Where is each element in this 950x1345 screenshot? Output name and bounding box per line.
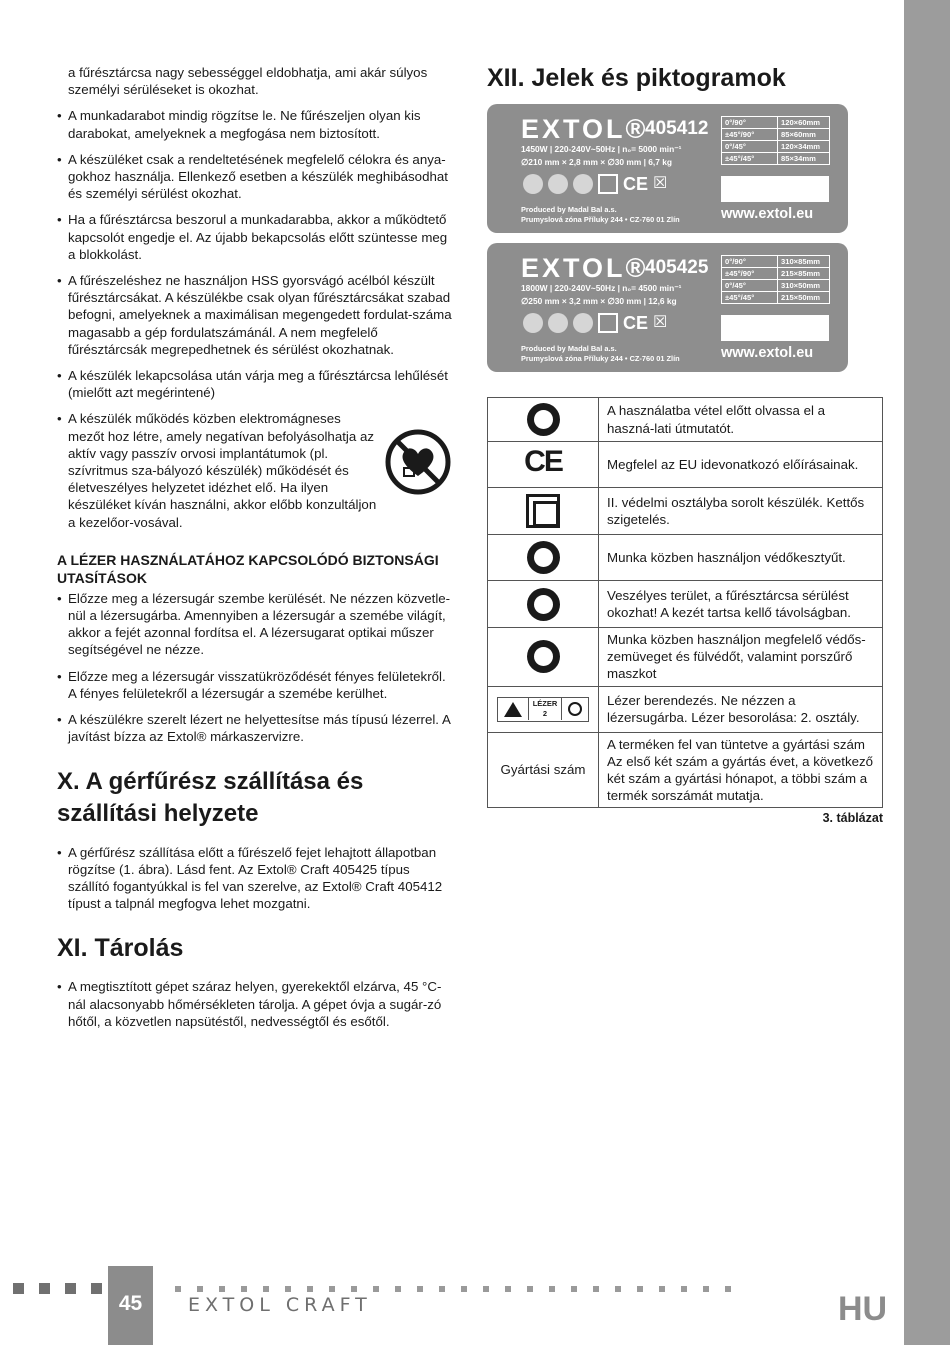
left-column	[57, 64, 452, 1039]
cut-angle: 0°/45°	[722, 141, 778, 153]
double-insulation-icon	[598, 174, 618, 194]
cut-size: 310×85mm	[778, 256, 830, 268]
hand-danger-icon	[527, 588, 560, 621]
cut-size: 85×34mm	[778, 153, 830, 165]
paragraph: a fűrésztárcsa nagy sebességgel eldobhatja, ami akár súlyos személyi sérüléseket is okozhat.	[68, 65, 428, 98]
manufacturer-name: Produced by Madal Bal a.s.	[521, 344, 617, 353]
section-xii-title: XII. Jelek és piktogramok	[487, 64, 786, 92]
laser-icon	[497, 697, 590, 722]
goggles-mask-icon	[527, 640, 560, 673]
weee-bin-icon: ☒	[653, 314, 668, 331]
extol-logo: EXTOL®	[521, 253, 649, 283]
laser-heading: A LÉZER HASZNÁLATÁHOZ KAPCSOLÓDÓ BIZTONSÁGI UTASÍTÁSOK	[57, 551, 439, 586]
bullet-item: • A munkadarabot mindig rögzítse le. Ne fűrészeljen olyan kis darabokat, amelyeknek a megfogása nem biztosított.	[57, 107, 452, 141]
weee-bin-icon: ☒	[653, 175, 668, 192]
cut-angle: ±45°/90°	[722, 129, 778, 141]
bullet-item: • Ha a fűrésztárcsa beszorul a munkadarabba, akkor a működtető kapcsolót engedje el. Az újabb bekapcsolás előtt szüntesse meg a blokkolást.	[57, 211, 452, 263]
page-number: 45	[108, 1266, 153, 1345]
table-row	[488, 686, 883, 732]
spec-line: ∅210 mm × 2,8 mm × ∅30 mm | 6,7 kg	[521, 157, 673, 167]
table-row	[488, 442, 883, 488]
table-cell: II. védelmi osztályba sorolt készülék. Kettős szigetelés.	[599, 488, 883, 535]
ce-mark-icon: CE	[524, 445, 562, 479]
right-column	[487, 62, 883, 104]
pacemaker-text: • A készülék működés közben elektromágneses mezőt hoz létre, amely negatívan befolyásolhatja az aktív vagy passzív orvosi implantátumok (pl. szívritmus sza-bályozó készülék) működését és életveszélyes helyzetet idézhet elő. Ha ilyen készüléket kíván használni, akkor előbb konzultáljon a kezelőor-vosával.	[68, 411, 377, 530]
bullet-item: • A gérfűrész szállítása előtt a fűrészelő fejet lehajtott állapotban rögzítse (1. ábra). Lásd fent. Az Extol® Craft 405425 típus szállító fogantyúkkal is fel van szerelve, az Extol® Craft 405412 típust a talpnál megfogva lehet mozgatni.	[57, 844, 452, 913]
table-row	[488, 488, 883, 535]
table-cell: A használatba vétel előtt olvassa el a haszná-lati útmutatót.	[599, 398, 883, 442]
manufacturer-address: Prumyslová zóna Příluky 244 • CZ-760 01 Zlín	[521, 214, 680, 224]
rating-plate	[487, 104, 848, 233]
pacemaker-warning	[57, 410, 452, 530]
gloves-icon	[527, 541, 560, 574]
laser-label-text: LÉZER	[532, 699, 558, 709]
cut-angle: ±45°/45°	[722, 292, 778, 304]
table-cell: Veszélyes terület, a fűrésztárcsa sérülést okozhat! A kezét tartsa kellő távolságban.	[599, 581, 883, 628]
table-cell: A terméken fel van tüntetve a gyártási szám Az első két szám a gyártás évet, a következő két szám a gyártási hónapot, a többi szám a termék sorszámát mutatja.	[599, 732, 883, 808]
gloves-icon	[573, 174, 593, 194]
cut-capacity-table	[721, 116, 830, 165]
bullet-item: • A készüléket csak a rendeltetésének megfelelő célokra és anya-gokhoz használja. Ellenkező esetben a készülék meghibásodhat és személyi sérülést okozhat.	[57, 151, 452, 203]
cut-size: 310×50mm	[778, 280, 830, 292]
ce-mark-icon: CE	[623, 313, 649, 333]
read-manual-icon	[523, 313, 543, 333]
table-row	[488, 535, 883, 581]
table-row	[488, 628, 883, 687]
extol-logo: EXTOL®	[521, 114, 649, 144]
footer-dots	[175, 1286, 731, 1292]
section-xi-title: XI. Tárolás	[57, 934, 184, 963]
cut-size: 215×50mm	[778, 292, 830, 304]
manufacturer	[521, 205, 680, 224]
laser-class: 2	[542, 709, 548, 719]
section-x-title: X. A gérfűrész szállítása és szállítási helyzete	[57, 767, 364, 827]
model-number: 405425	[645, 257, 709, 278]
table-row	[488, 732, 883, 808]
cut-size: 120×60mm	[778, 117, 830, 129]
manufacturer-name: Produced by Madal Bal a.s.	[521, 205, 617, 214]
double-insulation-icon	[598, 313, 618, 333]
cut-size: 215×85mm	[778, 268, 830, 280]
website: www.extol.eu	[721, 206, 814, 222]
cut-angle: 0°/90°	[722, 117, 778, 129]
table-cell: Megfelel az EU idevonatkozó előírásainak.	[599, 442, 883, 488]
bullet-item: • A megtisztított gépet száraz helyen, gyerekektől elzárva, 45 °C-nál alacsonyabb hőmérsékleten tárolja. A gépet óvja a sugár-zó hőtől, a közvetlen napsütéstől, nedvességtől és esőtől.	[57, 978, 452, 1030]
table-row	[488, 398, 883, 442]
warning-triangle-icon	[504, 702, 522, 717]
laser-label	[528, 698, 563, 720]
cut-angle: ±45°/45°	[722, 153, 778, 165]
bullet-item: • Előzze meg a lézersugár szembe kerülését. Ne nézzen közvetle-nül a lézersugárba. Amennyiben a lézersugár a szemébe világít, akkor a fejét azonnal fordítsa el. A lézersugarat optikai műszer segítségével ne nézze.	[57, 590, 452, 659]
goggles-icon	[548, 174, 568, 194]
cut-capacity-table	[721, 255, 830, 304]
plate-icons	[523, 174, 667, 194]
cut-angle: 0°/45°	[722, 280, 778, 292]
cut-size: 120×34mm	[778, 141, 830, 153]
table-cell: Munka közben használjon megfelelő védős-zemüveget és fülvédőt, valamint porszűrő maszkot	[599, 628, 883, 687]
goggles-icon	[548, 313, 568, 333]
cut-angle: ±45°/90°	[722, 268, 778, 280]
language-code: HU	[838, 1290, 888, 1328]
bullet-item: • A fűrészeléshez ne használjon HSS gyorsvágó acélból készült fűrésztárcsákat. A készülékbe csak olyan fűrésztárcsákat szabad befogni, amelyeknek a maximálisan megengedett fordulat-száma magasabb a gép fordulatszámánál. A nem megfelelő fűrésztárcsák megrepedhetnek és sérülést okozhatnak.	[57, 272, 452, 358]
manufacturer	[521, 344, 680, 363]
gloves-icon	[573, 313, 593, 333]
no-look-icon	[568, 702, 582, 716]
pictogram-table	[487, 397, 883, 808]
bullet-item: • Előzze meg a lézersugár visszatükröződését fényes felületekről. A fényes felületekről a lézersugár a szemébe kerülhet.	[57, 668, 452, 702]
read-manual-icon	[523, 174, 543, 194]
bullet-item: • A készülékre szerelt lézert ne helyettesítse más típusú lézerrel. A javítást bízza az Extol® márkaszervizre.	[57, 711, 452, 745]
cut-size: 85×60mm	[778, 129, 830, 141]
serial-box	[721, 176, 829, 202]
double-insulation-icon	[526, 494, 560, 528]
rating-plate	[487, 243, 848, 372]
table-cell: Munka közben használjon védőkesztyűt.	[599, 535, 883, 581]
spec-line: 1800W | 220-240V~50Hz | n₀= 4500 min⁻¹	[521, 283, 682, 293]
table-row	[488, 581, 883, 628]
table-caption: 3. táblázat	[822, 811, 883, 825]
ce-mark-icon: CE	[623, 174, 649, 194]
spec-line: 1450W | 220-240V~50Hz | n₀= 5000 min⁻¹	[521, 144, 682, 154]
table-cell: Lézer berendezés. Ne nézzen a lézersugárba. Lézer besorolása: 2. osztály.	[599, 686, 883, 732]
serial-number-label: Gyártási szám	[488, 732, 599, 808]
no-pacemaker-icon	[384, 428, 452, 496]
brand-logo: EXTOL CRAFT	[188, 1294, 372, 1316]
footer-squares	[13, 1283, 102, 1294]
manufacturer-address: Prumyslová zóna Příluky 244 • CZ-760 01 Zlín	[521, 353, 680, 363]
plate-icons	[523, 313, 667, 333]
cut-angle: 0°/90°	[722, 256, 778, 268]
serial-box	[721, 315, 829, 341]
bullet-item: • A készülék lekapcsolása után várja meg a fűrésztárcsa lehűlését (mielőtt azt megérintené)	[57, 367, 452, 401]
spec-line: ∅250 mm × 3,2 mm × ∅30 mm | 12,6 kg	[521, 296, 677, 306]
model-number: 405412	[645, 118, 709, 139]
website: www.extol.eu	[721, 345, 814, 361]
read-manual-icon	[527, 403, 560, 436]
side-bar	[904, 0, 950, 1345]
